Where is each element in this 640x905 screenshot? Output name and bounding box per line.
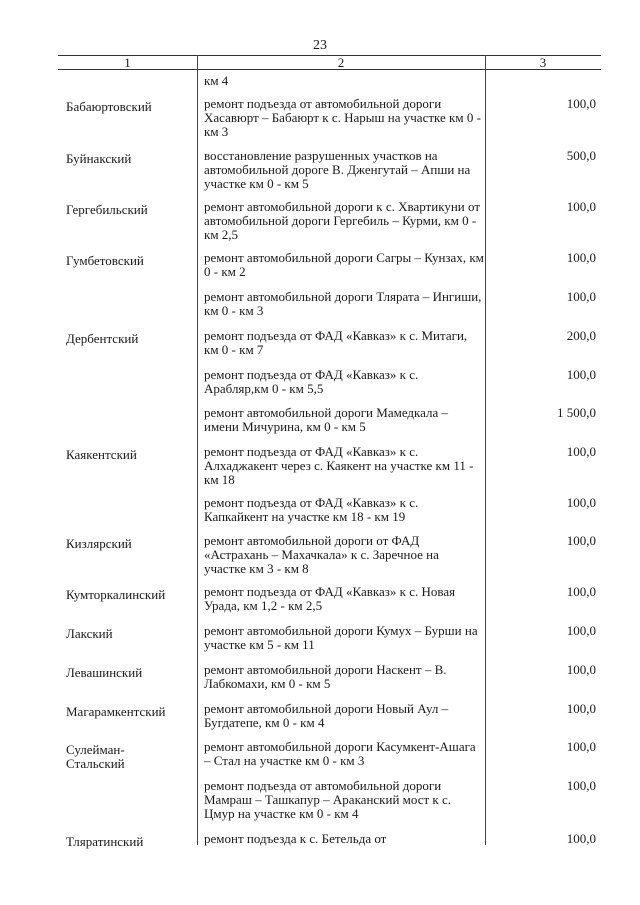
district-name: Сулейман-Стальский	[66, 742, 125, 771]
work-description: ремонт автомобильной дороги Касумкент-Ашага – Стал на участке км 0 - км 3	[204, 739, 476, 768]
amount-value: 100,0	[566, 739, 596, 754]
work-description: ремонт автомобильной дороги к с. Хвартикуни от автомобильной дороги Гергебиль – Курми, км 0 - км 2,5	[204, 199, 480, 242]
district-name: Лакский	[66, 626, 113, 641]
column-divider-2	[485, 55, 486, 845]
district-name: Гумбетовский	[66, 253, 144, 268]
district-name: Магарамкентский	[66, 704, 166, 719]
district-name: Кизлярский	[66, 536, 132, 551]
amount-value: 100,0	[566, 778, 596, 793]
work-description: ремонт автомобильной дороги Сагры – Кунзах, км 0 - км 2	[204, 250, 484, 279]
district-name: Левашинский	[66, 665, 143, 680]
district-name: Тляратинский	[66, 834, 144, 849]
work-description: ремонт автомобильной дороги Кумух – Бурши на участке км 5 - км 11	[204, 623, 478, 652]
amount-value: 100,0	[566, 662, 596, 677]
work-description: ремонт подъезда от ФАД «Кавказ» к с. Арабляр,км 0 - км 5,5	[204, 367, 419, 396]
district-name: Кумторкалинский	[66, 587, 166, 602]
amount-value: 100,0	[566, 367, 596, 382]
column-header-2: 2	[337, 55, 345, 70]
work-description: ремонт подъезда от ФАД «Кавказ» к с. Капкайкент на участке км 18 - км 19	[204, 495, 419, 524]
column-divider-1	[197, 55, 198, 845]
district-name: Дербентский	[66, 331, 139, 346]
amount-value: 100,0	[566, 584, 596, 599]
amount-value: 1 500,0	[557, 405, 596, 420]
work-description: ремонт автомобильной дороги Наскент – В. Лабкомахи, км 0 - км 5	[204, 662, 447, 691]
amount-value: 100,0	[566, 444, 596, 459]
amount-value: 100,0	[566, 495, 596, 510]
work-description: ремонт подъезда к с. Бетельда от	[204, 831, 387, 846]
district-name: Гергебильский	[66, 202, 148, 217]
column-header-1: 1	[124, 55, 131, 70]
amount-value: 200,0	[566, 328, 596, 343]
district-name: Бабаюртовский	[66, 99, 152, 114]
district-name: Каякентский	[66, 447, 137, 462]
work-description: ремонт автомобильной дороги Новый Аул – Бугдатепе, км 0 - км 4	[204, 701, 449, 730]
work-description: ремонт подъезда от автомобильной дороги Хасавюрт – Бабаюрт к с. Нарыш на участке км 0 - км 3	[204, 96, 481, 139]
amount-value: 100,0	[566, 831, 596, 846]
amount-value: 500,0	[566, 148, 596, 163]
amount-value: 100,0	[566, 289, 596, 304]
amount-value: 100,0	[566, 623, 596, 638]
continuation-text: км 4	[204, 73, 229, 88]
work-description: ремонт подъезда от автомобильной дороги Мамраш – Ташкапур – Араканский мост к с. Цмур на участке км 0 - км 4	[204, 778, 451, 821]
page-number: 23	[313, 38, 327, 53]
work-description: ремонт автомобильной дороги Мамедкала – имени Мичурина, км 0 - км 5	[204, 405, 449, 434]
amount-value: 100,0	[566, 96, 596, 111]
district-name: Буйнакский	[66, 151, 132, 166]
work-description: ремонт подъезда от ФАД «Кавказ» к с. Новая Урада, км 1,2 - км 2,5	[204, 584, 456, 613]
amount-value: 100,0	[566, 250, 596, 265]
work-description: ремонт подъезда от ФАД «Кавказ» к с. Митаги, км 0 - км 7	[204, 328, 468, 357]
amount-value: 100,0	[566, 701, 596, 716]
work-description: ремонт подъезда от ФАД «Кавказ» к с. Алхаджакент через с. Каякент на участке км 11 - км 18	[204, 444, 474, 487]
column-header-3: 3	[539, 55, 547, 70]
work-description: восстановление разрушенных участков на автомобильной дороге В. Дженгутай – Апши на участке км 0 - км 5	[204, 148, 471, 191]
work-description: ремонт автомобильной дороги от ФАД «Астрахань – Махачкала» к с. Заречное на участке км 3 - км 8	[204, 533, 439, 576]
work-description: ремонт автомобильной дороги Тлярата – Ингиши, км 0 - км 3	[204, 289, 482, 318]
amount-value: 100,0	[566, 199, 596, 214]
amount-value: 100,0	[566, 533, 596, 548]
